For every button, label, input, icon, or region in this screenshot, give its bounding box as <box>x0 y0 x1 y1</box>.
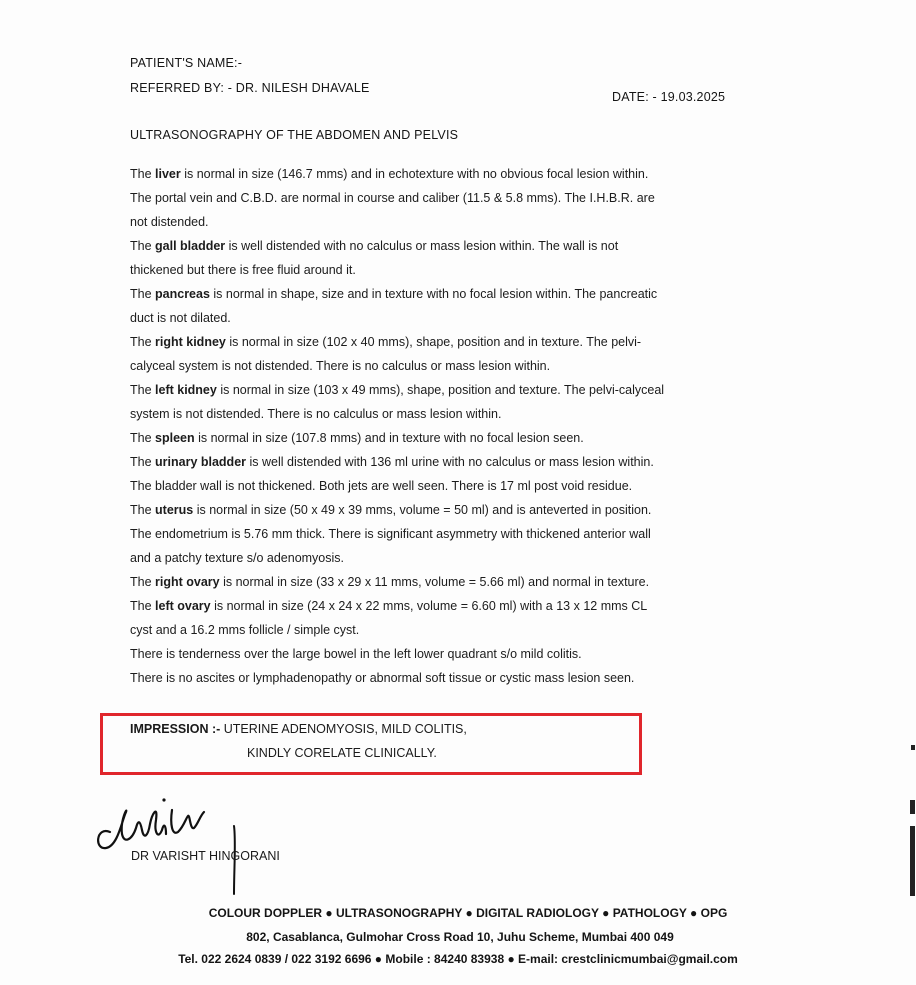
finding-text: is normal in shape, size and in texture with no focal lesion within. The pancreatic <box>209 287 658 301</box>
impression-text-1: UTERINE ADENOMYOSIS, MILD COLITIS, <box>220 722 467 736</box>
organ-name: urinary bladder <box>155 455 247 469</box>
finding-line <box>130 402 780 426</box>
finding-line <box>130 186 780 210</box>
organ-name: left ovary <box>155 599 211 613</box>
finding-text: The portal vein and C.B.D. are normal in course and caliber (11.5 & 5.8 mms). The I.H.B.R. are <box>130 191 655 205</box>
footer-contact: Tel. 022 2624 0839 / 022 3192 6696 ● Mobile : 84240 83938 ● E-mail: crestclinicmumbai@gmail.com <box>178 952 738 966</box>
finding-line <box>130 306 780 330</box>
finding-line <box>130 450 780 474</box>
finding-line <box>130 570 780 594</box>
finding-text: cyst and a 16.2 mms follicle / simple cyst. <box>130 623 360 637</box>
finding-line <box>130 618 780 642</box>
finding-text: The endometrium is 5.76 mm thick. There is significant asymmetry with thickened anterior wall <box>130 527 651 541</box>
finding-line <box>130 378 780 402</box>
doctor-name: DR VARISHT HINGORANI <box>131 849 280 863</box>
organ-name: right kidney <box>155 335 226 349</box>
signature-image <box>88 790 258 900</box>
finding-line <box>130 522 780 546</box>
finding-line <box>130 426 780 450</box>
finding-text: There is tenderness over the large bowel in the left lower quadrant s/o mild colitis. <box>130 647 582 661</box>
finding-text: The <box>130 239 156 253</box>
finding-text: is well distended with 136 ml urine with no calculus or mass lesion within. <box>246 455 654 469</box>
organ-name: uterus <box>155 503 194 517</box>
impression-line-1 <box>130 722 467 736</box>
finding-text: system is not distended. There is no calculus or mass lesion within. <box>130 407 502 421</box>
finding-text: The <box>130 167 156 181</box>
finding-text: The <box>130 575 156 589</box>
finding-line <box>130 666 780 690</box>
finding-text: not distended. <box>130 215 209 229</box>
finding-text: is normal in size (24 x 24 x 22 mms, volume = 6.60 ml) with a 13 x 12 mms CL <box>210 599 648 613</box>
finding-text: is normal in size (103 x 49 mms), shape, position and texture. The pelvi-calyceal <box>216 383 665 397</box>
finding-line <box>130 330 780 354</box>
organ-name: liver <box>155 167 181 181</box>
finding-line <box>130 354 780 378</box>
organ-name: right ovary <box>155 575 220 589</box>
finding-text: is normal in size (107.8 mms) and in texture with no focal lesion seen. <box>194 431 584 445</box>
finding-line <box>130 498 780 522</box>
organ-name: spleen <box>155 431 195 445</box>
finding-text: is well distended with no calculus or mass lesion within. The wall is not <box>225 239 619 253</box>
finding-line <box>130 234 780 258</box>
finding-text: calyceal system is not distended. There is no calculus or mass lesion within. <box>130 359 551 373</box>
finding-text: The bladder wall is not thickened. Both jets are well seen. There is 17 ml post void residue. <box>130 479 633 493</box>
finding-text: is normal in size (102 x 40 mms), shape, position and in texture. The pelvi- <box>225 335 642 349</box>
finding-text: The <box>130 383 156 397</box>
report-title: ULTRASONOGRAPHY OF THE ABDOMEN AND PELVIS <box>130 128 459 142</box>
edge-mark <box>910 826 915 896</box>
finding-line <box>130 258 780 282</box>
footer-services: COLOUR DOPPLER ● ULTRASONOGRAPHY ● DIGITAL RADIOLOGY ● PATHOLOGY ● OPG <box>208 906 728 920</box>
edge-mark <box>910 800 915 814</box>
finding-text: There is no ascites or lymphadenopathy or abnormal soft tissue or cystic mass lesion seen. <box>130 671 635 685</box>
finding-text: The <box>130 455 156 469</box>
impression-text-2: KINDLY CORELATE CLINICALLY. <box>247 746 437 760</box>
finding-text: The <box>130 431 156 445</box>
finding-line <box>130 594 780 618</box>
referred-by: REFERRED BY: - DR. NILESH DHAVALE <box>130 81 370 95</box>
finding-text: and a patchy texture s/o adenomyosis. <box>130 551 345 565</box>
report-date: DATE: - 19.03.2025 <box>612 90 726 104</box>
findings-body <box>130 162 780 690</box>
finding-line <box>130 210 780 234</box>
finding-text: duct is not dilated. <box>130 311 231 325</box>
edge-mark <box>911 745 915 750</box>
impression-label: IMPRESSION :- <box>130 722 221 736</box>
footer-address: 802, Casablanca, Gulmohar Cross Road 10, Juhu Scheme, Mumbai 400 049 <box>246 930 674 944</box>
finding-line <box>130 474 780 498</box>
finding-text: The <box>130 335 156 349</box>
finding-line <box>130 546 780 570</box>
finding-line <box>130 642 780 666</box>
organ-name: left kidney <box>155 383 217 397</box>
finding-line <box>130 282 780 306</box>
finding-text: is normal in size (50 x 49 x 39 mms, volume = 50 ml) and is anteverted in position. <box>193 503 652 517</box>
finding-text: is normal in size (33 x 29 x 11 mms, volume = 5.66 ml) and normal in texture. <box>219 575 650 589</box>
finding-text: thickened but there is free fluid around it. <box>130 263 356 277</box>
finding-text: The <box>130 287 156 301</box>
finding-text: is normal in size (146.7 mms) and in echotexture with no obvious focal lesion within. <box>180 167 649 181</box>
organ-name: gall bladder <box>155 239 226 253</box>
finding-text: The <box>130 599 156 613</box>
patient-name-label: PATIENT'S NAME:- <box>130 56 243 70</box>
organ-name: pancreas <box>155 287 210 301</box>
finding-text: The <box>130 503 156 517</box>
finding-line <box>130 162 780 186</box>
